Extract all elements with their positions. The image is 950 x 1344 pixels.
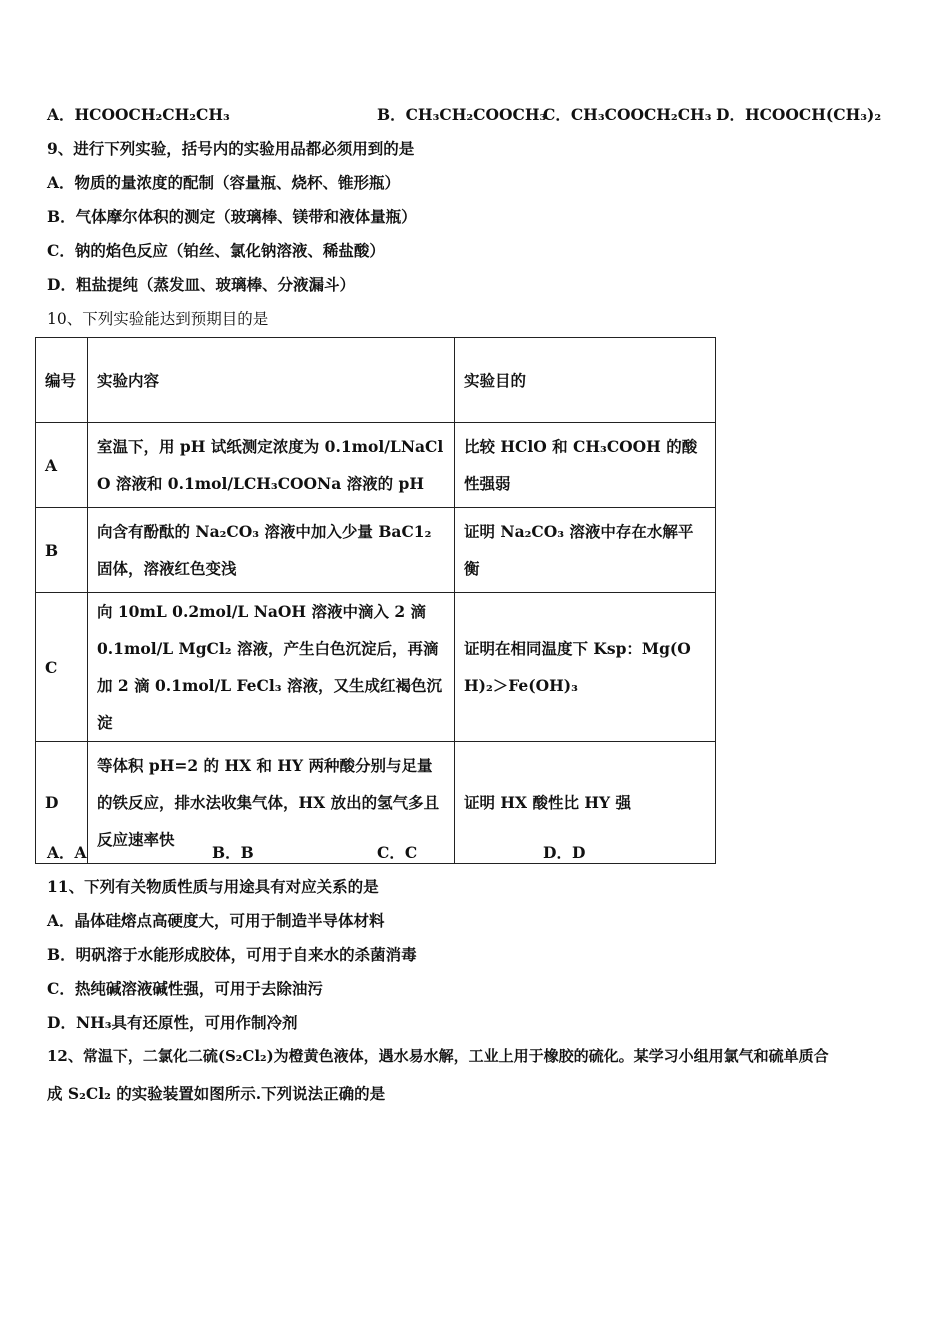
table-row [36, 508, 716, 593]
row-content: 室温下，用 pH 试纸测定浓度为 0.1mol/LNaClO 溶液和 0.1mol/LCH₃COONa 溶液的 pH [88, 423, 455, 508]
q10-stem: 10、下列实验能达到预期目的是 [47, 310, 269, 328]
experiment-table [35, 337, 716, 864]
row-code: B [36, 508, 88, 593]
q8-option-b: B．CH₃CH₂COOCH₃ [377, 105, 547, 124]
q8-option-d: D．HCOOCH(CH₃)₂ [716, 105, 882, 124]
q9-stem: 9、进行下列实验，括号内的实验用品都必须用到的是 [47, 139, 415, 158]
header-code: 编号 [36, 338, 88, 423]
row-purpose: 证明 Na₂CO₃ 溶液中存在水解平衡 [455, 508, 716, 593]
q12-line2: 成 S₂Cl₂ 的实验装置如图所示.下列说法正确的是 [47, 1084, 386, 1103]
row-code: A [36, 423, 88, 508]
q9-option-a: A．物质的量浓度的配制（容量瓶、烧杯、锥形瓶） [47, 173, 401, 192]
table-row [36, 423, 716, 508]
row-code: C [36, 593, 88, 742]
q8-option-c: C．CH₃COOCH₂CH₃ [543, 105, 712, 124]
table-row [36, 593, 716, 742]
q12-line1: 12、常温下，二氯化二硫(S₂Cl₂)为橙黄色液体，遇水易水解，工业上用于橡胶的硫化。某学习小组用氯气和硫单质合 [47, 1047, 829, 1065]
row-purpose: 证明在相同温度下 Ksp：Mg(OH)₂＞Fe(OH)₃ [455, 593, 716, 742]
row-purpose: 比较 HClO 和 CH₃COOH 的酸性强弱 [455, 423, 716, 508]
table-row [36, 742, 716, 864]
q10-option-c: C．C [377, 843, 418, 862]
row-content: 向 10mL 0.2mol/L NaOH 溶液中滴入 2 滴 0.1mol/L MgCl₂ 溶液，产生白色沉淀后，再滴加 2 滴 0.1mol/L FeCl₃ 溶液，又生成红褐色沉淀 [88, 593, 455, 742]
row-content: 向含有酚酞的 Na₂CO₃ 溶液中加入少量 BaC1₂ 固体，溶液红色变浅 [88, 508, 455, 593]
q9-option-c: C．钠的焰色反应（铂丝、氯化钠溶液、稀盐酸） [47, 241, 385, 260]
q11-option-d: D．NH₃具有还原性，可用作制冷剂 [47, 1013, 298, 1032]
q11-option-a: A．晶体硅熔点高硬度大，可用于制造半导体材料 [47, 911, 385, 930]
q10-option-d: D．D [543, 843, 586, 862]
q10-option-a: A．A [47, 843, 87, 862]
row-content: 等体积 pH=2 的 HX 和 HY 两种酸分别与足量的铁反应，排水法收集气体，HX 放出的氢气多且反应速率快 [88, 742, 455, 864]
q9-option-b: B．气体摩尔体积的测定（玻璃棒、镁带和液体量瓶） [47, 207, 417, 226]
q9-option-d: D．粗盐提纯（蒸发皿、玻璃棒、分液漏斗） [47, 275, 355, 294]
q11-option-b: B．明矾溶于水能形成胶体，可用于自来水的杀菌消毒 [47, 945, 417, 964]
q10-option-b: B．B [212, 843, 254, 862]
row-code: D [36, 742, 88, 864]
header-content: 实验内容 [88, 338, 455, 423]
q11-option-c: C．热纯碱溶液碱性强，可用于去除油污 [47, 979, 323, 998]
q8-option-a: A．HCOOCH₂CH₂CH₃ [47, 105, 230, 124]
header-purpose: 实验目的 [455, 338, 716, 423]
row-purpose: 证明 HX 酸性比 HY 强 [455, 742, 716, 864]
q11-stem: 11、下列有关物质性质与用途具有对应关系的是 [47, 877, 379, 896]
table-header-row [36, 338, 716, 423]
